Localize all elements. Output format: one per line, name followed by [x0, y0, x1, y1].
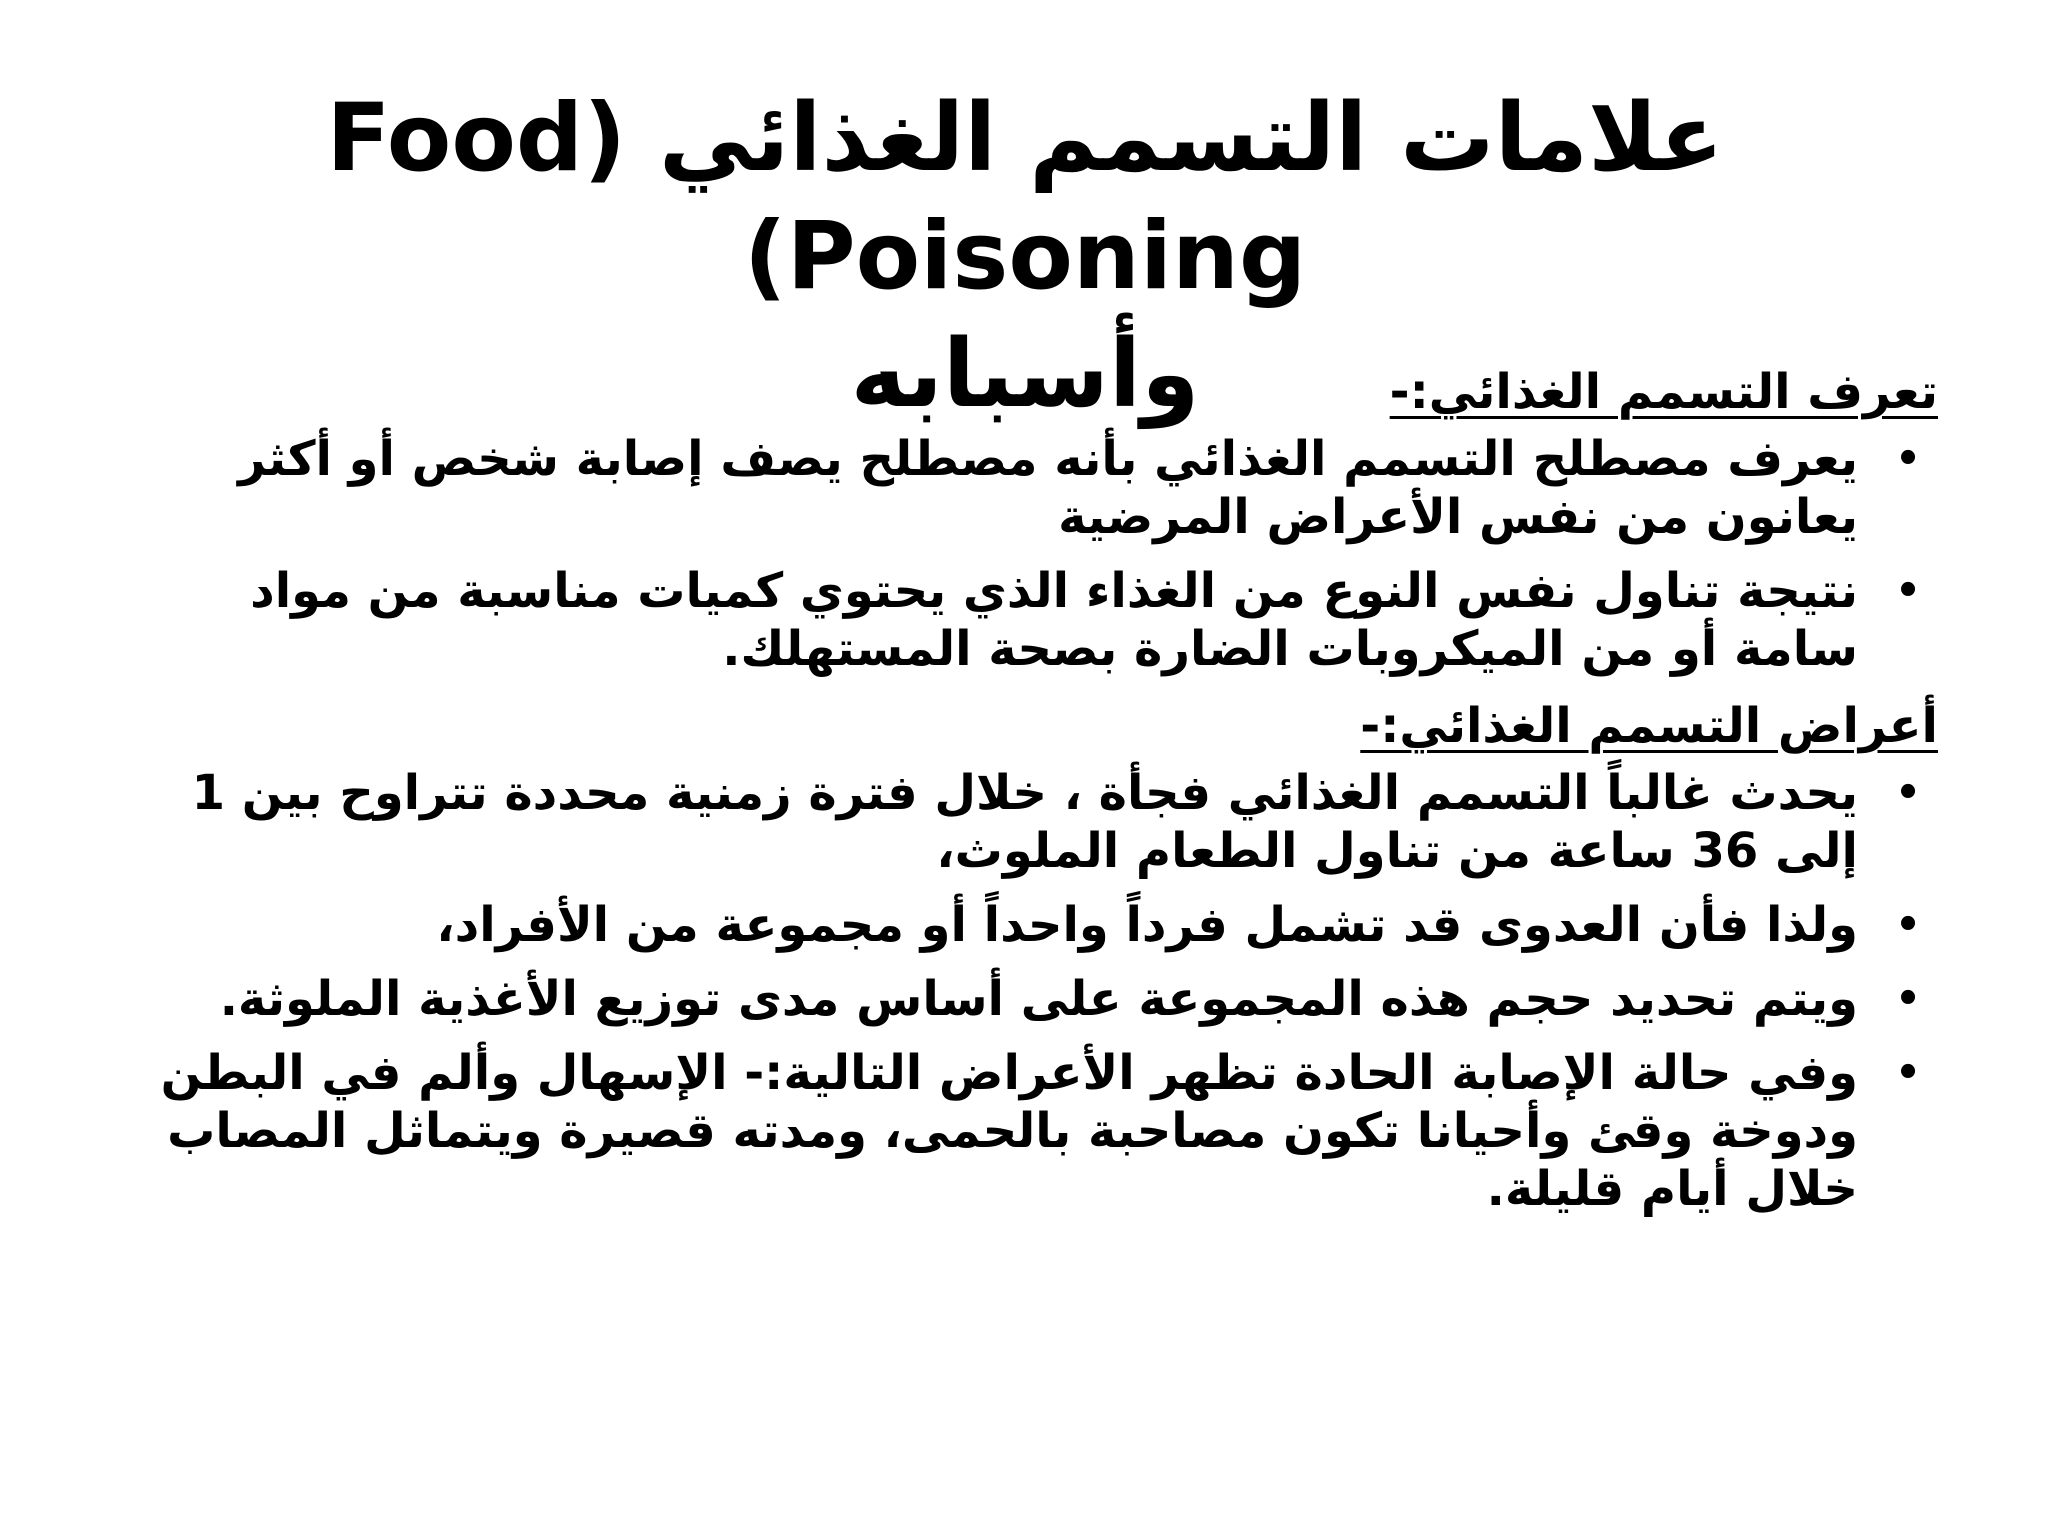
bullet-icon: • — [1895, 902, 1921, 948]
list-item — [118, 1044, 1938, 1218]
section-heading-symptoms: أعراض التسمم الغذائي:- — [1360, 698, 1938, 754]
title-line-1: علامات التسمم الغذائي (Food Poisoning) — [326, 84, 1724, 311]
list-item — [118, 430, 1938, 546]
slide-content — [118, 360, 1938, 1234]
section-symptoms — [118, 694, 1938, 1218]
list-item-text: ويتم تحديد حجم هذه المجموعة على أساس مدى توزيع الأغذية الملوثة. — [219, 971, 1858, 1027]
list-item — [118, 896, 1938, 954]
bullet-icon: • — [1895, 1050, 1921, 1096]
list-item-text: وفي حالة الإصابة الحادة تظهر الأعراض التالية:- الإسهال وألم في البطن ودوخة وقئ وأحيانا تكون مصاحبة بالحمى، ومدته قصيرة ويتماثل المصاب خلال أيام قليلة. — [160, 1045, 1858, 1217]
bullet-list-symptoms — [118, 764, 1938, 1218]
title-line-2: وأسبابه — [850, 320, 1200, 429]
list-item-text: يعرف مصطلح التسمم الغذائي بأنه مصطلح يصف إصابة شخص أو أكثر يعانون من نفس الأعراض المرضية — [238, 431, 1858, 545]
list-item — [118, 970, 1938, 1028]
section-heading-definition: تعرف التسمم الغذائي:- — [1389, 364, 1938, 420]
list-item — [118, 562, 1938, 678]
bullet-list-definition — [118, 430, 1938, 678]
list-item-text: ولذا فأن العدوى قد تشمل فرداً واحداً أو مجموعة من الأفراد، — [436, 897, 1858, 953]
list-item-text: يحدث غالباً التسمم الغذائي فجأة ، خلال فترة زمنية محددة تتراوح بين 1 إلى 36 ساعة من تناول الطعام الملوث، — [191, 765, 1858, 879]
bullet-icon: • — [1895, 436, 1921, 482]
list-item — [118, 764, 1938, 880]
bullet-icon: • — [1895, 976, 1921, 1022]
bullet-icon: • — [1895, 568, 1921, 614]
list-item-text: نتيجة تناول نفس النوع من الغذاء الذي يحتوي كميات مناسبة من مواد سامة أو من الميكروبات الضارة بصحة المستهلك. — [250, 563, 1858, 677]
section-definition — [118, 360, 1938, 678]
bullet-icon: • — [1895, 770, 1921, 816]
